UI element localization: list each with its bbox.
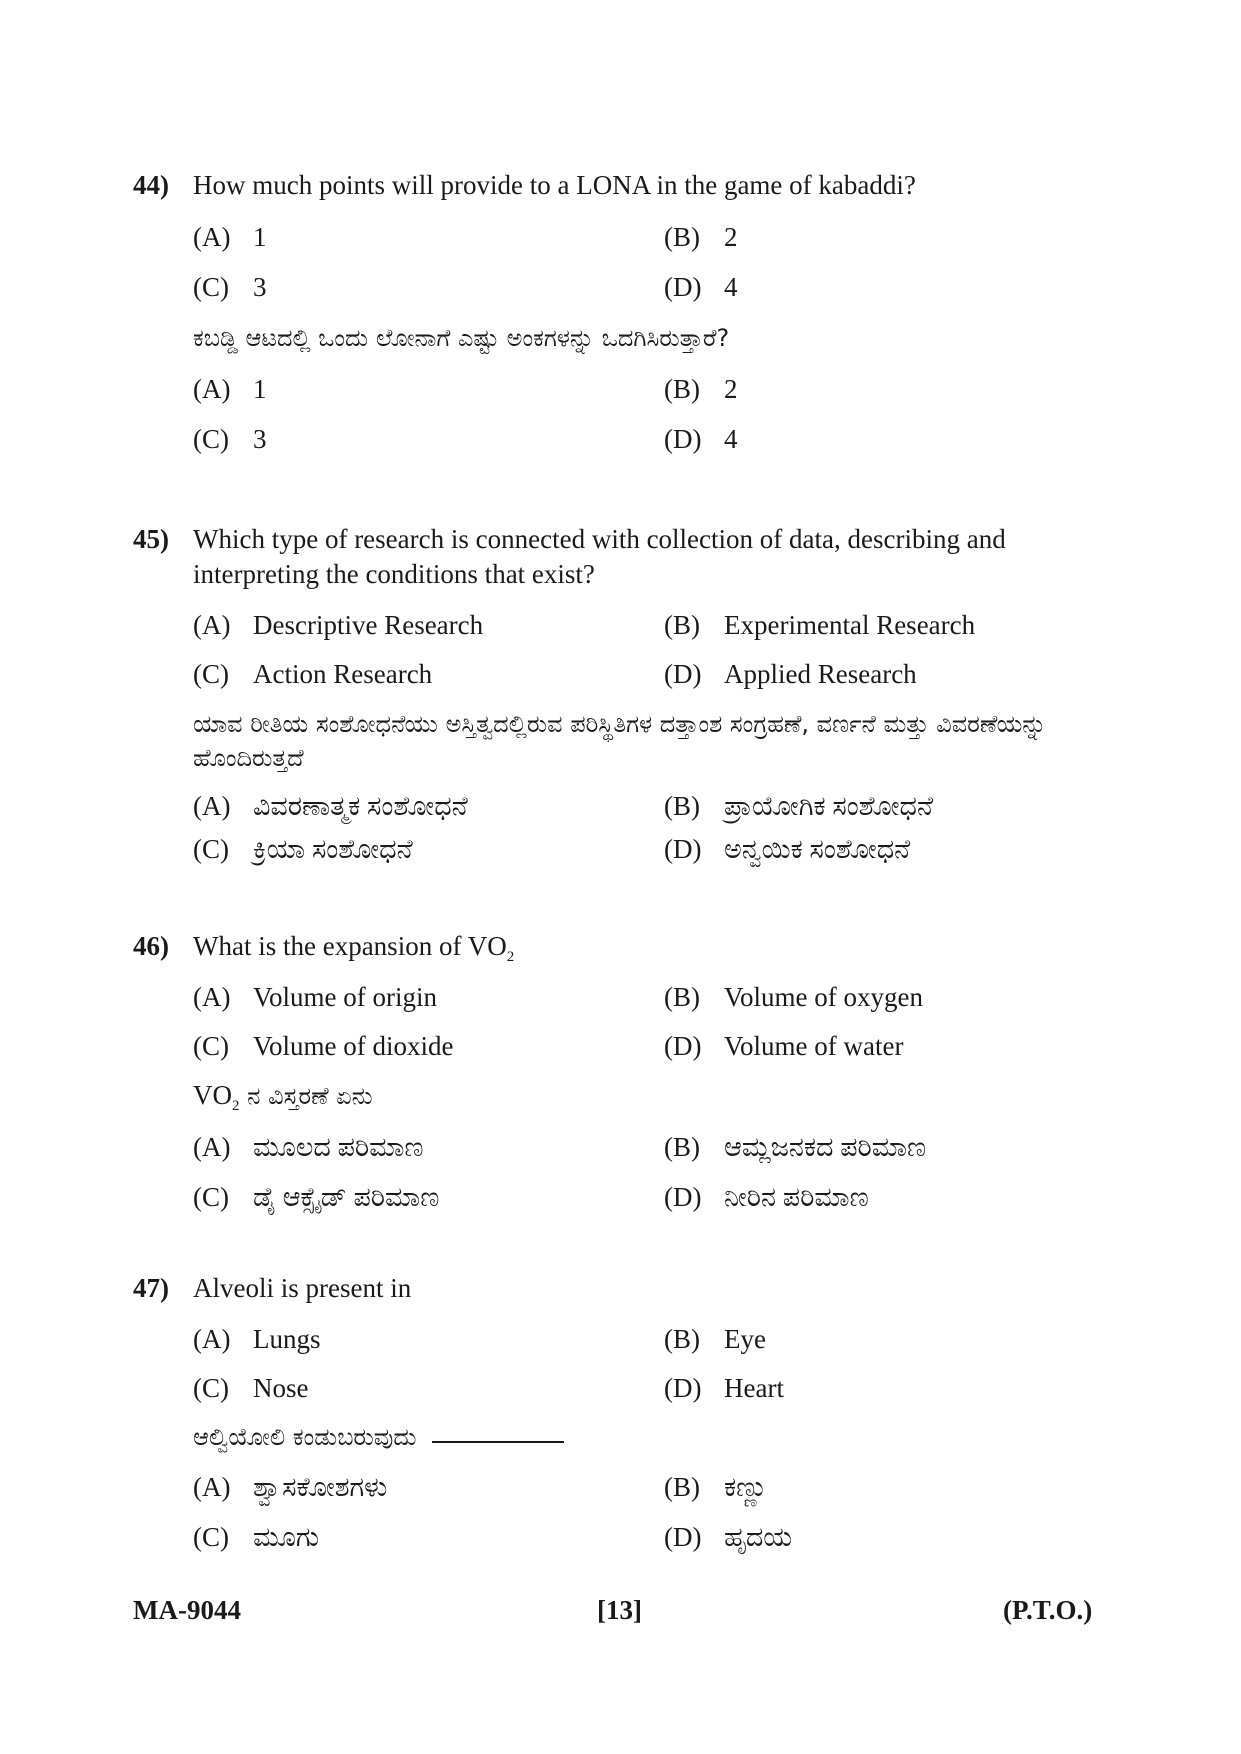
option-en-b (664, 980, 923, 1014)
question-44 (133, 168, 1093, 203)
option-text: 2 (724, 222, 738, 252)
option-label: (D) (664, 1031, 702, 1061)
option-kn-c (193, 1520, 319, 1554)
option-label: (C) (193, 659, 229, 689)
option-label: (C) (193, 834, 229, 864)
page-number: [13] (597, 1595, 642, 1625)
option-text: Nose (253, 1373, 309, 1403)
option-text: 3 (253, 424, 267, 454)
question-number: 45) (133, 524, 169, 554)
option-text: 1 (253, 374, 267, 404)
option-label: (A) (193, 610, 231, 640)
option-label: (A) (193, 1132, 231, 1162)
option-kn-d (664, 422, 738, 456)
option-label: (C) (193, 424, 229, 454)
option-kn-a (193, 372, 267, 406)
kn-text: ನ ವಿಸ್ತರಣೆ ಏನು (247, 1082, 373, 1110)
question-45 (133, 522, 1093, 592)
option-en-a (193, 220, 267, 254)
option-text: ಅನ್ವಯಿಕ ಸಂಶೋಧನೆ (724, 834, 911, 864)
option-label: (B) (664, 1132, 700, 1162)
option-label: (D) (664, 1373, 702, 1403)
option-label: (A) (193, 791, 231, 821)
option-en-d (664, 657, 917, 691)
option-text: Heart (724, 1373, 784, 1403)
option-kn-d (664, 1520, 792, 1554)
question-46 (133, 929, 1093, 975)
question-number: 46) (133, 931, 169, 961)
option-text: ಆಮ್ಲಜನಕದ ಪರಿಮಾಣ (724, 1132, 927, 1162)
option-text: ಕಣ್ಣು (724, 1472, 768, 1502)
option-label: (C) (193, 272, 229, 302)
option-label: (A) (193, 222, 231, 252)
option-text: 4 (724, 272, 738, 302)
option-label: (A) (193, 982, 231, 1012)
question-number: 47) (133, 1273, 169, 1303)
option-label: (D) (664, 272, 702, 302)
option-text: 2 (724, 374, 738, 404)
option-label: (D) (664, 424, 702, 454)
option-label: (D) (664, 1182, 702, 1212)
option-label: (C) (193, 1373, 229, 1403)
option-text: ಹೃದಯ (724, 1522, 793, 1552)
option-en-c (193, 1371, 309, 1405)
option-kn-c (193, 832, 413, 866)
option-text: ಡೈ ಆಕ್ಸೈಡ್ ಪರಿಮಾಣ (253, 1182, 440, 1212)
option-text: ಮೂಗು (253, 1522, 320, 1552)
option-en-b (664, 608, 975, 642)
option-text: Action Research (253, 659, 433, 689)
answer-blank (432, 1441, 564, 1443)
option-en-b (664, 1322, 766, 1356)
option-en-d (664, 1371, 784, 1405)
question-text-en (193, 929, 1093, 975)
option-label: (B) (664, 982, 700, 1012)
subscript: 2 (506, 949, 515, 965)
option-en-a (193, 1322, 321, 1356)
option-text: 3 (253, 272, 267, 302)
option-text: 4 (724, 424, 738, 454)
question-text-en: How much points will provide to a LONA in the game of kabaddi? (193, 170, 916, 200)
question-text-en: Which type of research is connected with collection of data, describing and interpreting the conditions that exist? (193, 524, 1006, 589)
option-text: Descriptive Research (253, 610, 484, 640)
option-label: (C) (193, 1522, 229, 1552)
option-text: ನೀರಿನ ಪರಿಮಾಣ (724, 1182, 869, 1212)
option-text: Volume of water (724, 1031, 904, 1061)
option-kn-d (664, 1180, 869, 1214)
option-text: Lungs (253, 1324, 321, 1354)
option-label: (A) (193, 374, 231, 404)
option-text: 1 (253, 222, 267, 252)
option-label: (B) (664, 1472, 700, 1502)
paper-code: MA-9044 (133, 1595, 241, 1625)
option-kn-b (664, 1130, 926, 1164)
option-label: (D) (664, 659, 702, 689)
option-kn-a (193, 1130, 424, 1164)
option-text: Volume of oxygen (724, 982, 923, 1012)
option-text: ಕ್ರಿಯಾ ಸಂಶೋಧನೆ (253, 834, 413, 864)
option-en-d (664, 270, 738, 304)
option-label: (B) (664, 222, 700, 252)
option-en-c (193, 270, 267, 304)
option-text: Volume of origin (253, 982, 437, 1012)
question-text-en: Alveoli is present in (193, 1273, 412, 1303)
option-text: Experimental Research (724, 610, 976, 640)
kn-text: ಆಲ್ವಿಯೋಲಿ ಕಂಡುಬರುವುದು (193, 1423, 417, 1451)
question-text-kn (193, 1078, 1123, 1123)
option-en-b (664, 220, 738, 254)
option-en-d (664, 1029, 903, 1063)
option-text: Eye (724, 1324, 766, 1354)
option-label: (B) (664, 610, 700, 640)
option-text: ಮೂಲದ ಪರಿಮಾಣ (253, 1132, 424, 1162)
option-label: (C) (193, 1031, 229, 1061)
question-text-kn: ಕಬಡ್ಡಿ ಆಟದಲ್ಲಿ ಒಂದು ಲೋನಾಗೆ ಎಷ್ಟು ಅಂಕಗಳನ್ನು ಒದಗಿಸಿರುತ್ತಾರೆ? (193, 324, 730, 352)
question-text-main: What is the expansion of VO (193, 931, 507, 961)
option-label: (B) (664, 1324, 700, 1354)
option-text: ಪ್ರಾಯೋಗಿಕ ಸಂಶೋಧನೆ (724, 791, 934, 821)
option-en-a (193, 980, 437, 1014)
option-kn-c (193, 422, 267, 456)
kn-prefix: VO (193, 1080, 232, 1110)
question-text-kn: ಯಾವ ರೀತಿಯ ಸಂಶೋಧನೆಯು ಅಸ್ತಿತ್ವದಲ್ಲಿರುವ ಪರಿಸ್ಥಿತಿಗಳ ದತ್ತಾಂಶ ಸಂಗ್ರಹಣೆ, ವರ್ಣನೆ ಮತ್ತು ವಿವರಣೆಯನ್ನು ಹೊಂದಿರುತ್ತದೆ (193, 710, 1047, 772)
option-kn-a (193, 1470, 387, 1504)
option-text: Applied Research (724, 659, 917, 689)
option-en-a (193, 608, 483, 642)
option-kn-a (193, 789, 468, 823)
question-number: 44) (133, 170, 169, 200)
subscript: 2 (232, 1098, 240, 1114)
option-label: (A) (193, 1472, 231, 1502)
option-kn-c (193, 1180, 439, 1214)
option-label: (B) (664, 791, 700, 821)
option-text: ವಿವರಣಾತ್ಮಕ ಸಂಶೋಧನೆ (253, 791, 468, 821)
option-kn-b (664, 1470, 768, 1504)
question-text-kn (193, 1420, 1123, 1454)
option-en-c (193, 657, 432, 691)
option-kn-d (664, 832, 910, 866)
option-label: (A) (193, 1324, 231, 1354)
option-label: (D) (664, 834, 702, 864)
question-47 (133, 1271, 1093, 1306)
option-label: (B) (664, 374, 700, 404)
option-label: (D) (664, 1522, 702, 1552)
option-label: (C) (193, 1182, 229, 1212)
option-text: Volume of dioxide (253, 1031, 454, 1061)
option-kn-b (664, 372, 738, 406)
pto-marker: (P.T.O.) (1003, 1595, 1093, 1625)
option-kn-b (664, 789, 933, 823)
option-en-c (193, 1029, 453, 1063)
option-text: ಶ್ವಾಸಕೋಶಗಳು (253, 1472, 388, 1502)
